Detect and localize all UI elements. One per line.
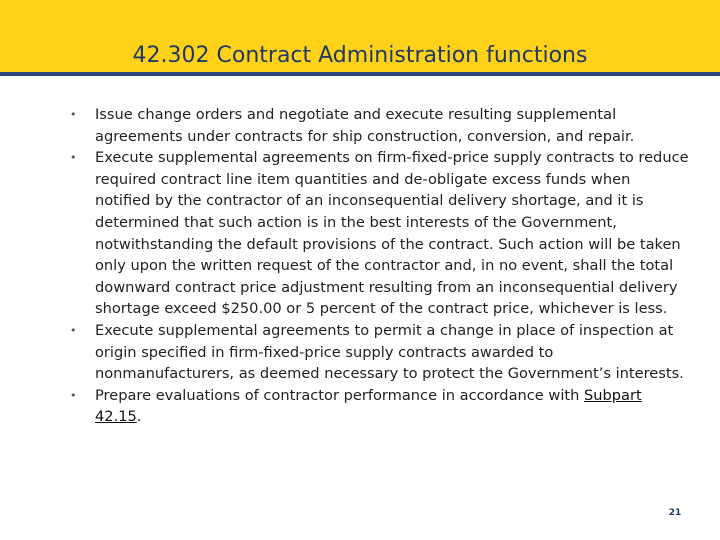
- bullet-text: Issue change orders and negotiate and execute resulting supplemental agreements under contracts for ship construction, conversion, and repair.: [95, 106, 635, 145]
- page-number: 21: [668, 508, 682, 518]
- bullet-icon: •: [70, 108, 77, 121]
- subpart-42-15-link[interactable]: Subpart 42.15: [95, 386, 642, 426]
- bullet-item: [70, 104, 690, 147]
- bullet-text: Execute supplemental agreements to permit a change in place of inspection at origin specified in firm-fixed-price supply contracts awarded to nonmanufacturers, as deemed necessary to protect the Government’s interests.: [95, 321, 684, 383]
- bullet-icon: •: [70, 323, 77, 337]
- bullet-icon: •: [70, 388, 77, 402]
- slide-title: 42.302 Contract Administration functions: [132, 43, 588, 68]
- bullet-text-end: .: [136, 408, 142, 426]
- bullet-text: Execute supplemental agreements on firm-fixed-price supply contracts to reduce required contract line item quantities and de-obligate excess funds when notified by the contractor of an inconsequential delivery shortage, and it is determined that such action is in the best interests of the Government, notwithstanding the default provisions of the contract. Such action will be taken only upon the written request of the contractor and, in no event, shall the total downward contract price adjustment resulting from an inconsequential delivery shortage exceed $250.00 or 5 percent of the contract price, whichever is less.: [95, 149, 689, 318]
- bullet-list: [70, 104, 690, 428]
- bullet-icon: •: [70, 151, 77, 165]
- bullet-item: [70, 385, 690, 428]
- bullet-item: [70, 320, 690, 385]
- bullet-text: Prepare evaluations of contractor performance in accordance with: [95, 386, 584, 404]
- bullet-item: [70, 147, 690, 320]
- title-underline: [0, 72, 720, 76]
